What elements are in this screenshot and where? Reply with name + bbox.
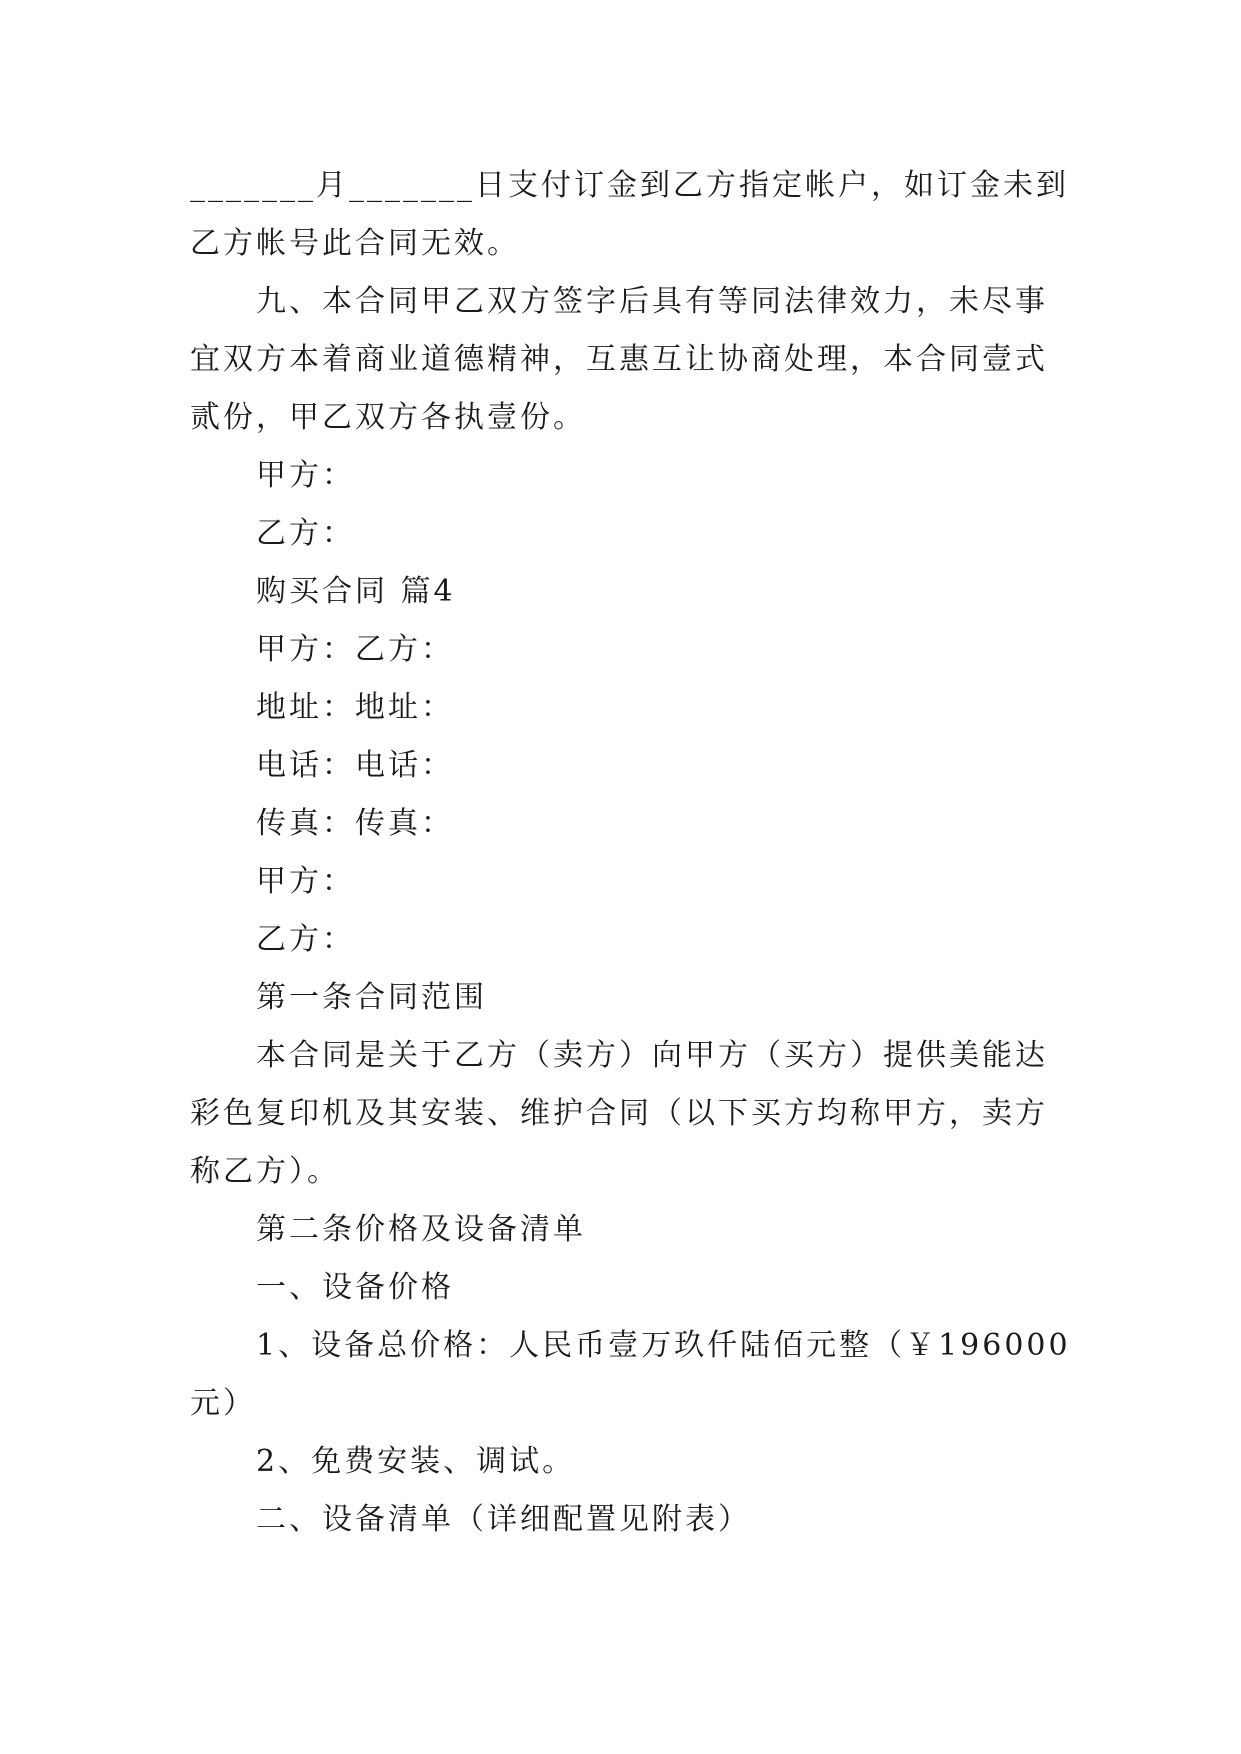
- party-fax: 传真：传真：: [256, 806, 454, 841]
- article-one-heading: 第一条合同范围: [256, 980, 487, 1015]
- text-line: 贰份，甲乙双方各执壹份。: [190, 400, 586, 435]
- text-line: 宜双方本着商业道德精神，互惠互让协商处理，本合同壹式: [190, 342, 1048, 377]
- text-line: 乙方帐号此合同无效。: [190, 226, 520, 261]
- party-address: 地址：地址：: [256, 690, 454, 725]
- party-b-signature: 乙方：: [256, 516, 355, 551]
- section-title: 购买合同 篇4: [256, 574, 456, 609]
- party-phone: 电话：电话：: [256, 748, 454, 783]
- party-a-label: 甲方：: [256, 864, 355, 899]
- text-line: 称乙方）。: [190, 1154, 340, 1189]
- installation-note: 2、免费安装、调试。: [256, 1444, 576, 1479]
- document-body: [190, 157, 1071, 1549]
- text-line: _______月_______日支付订金到乙方指定帐户，如订金未到: [190, 168, 1069, 203]
- article-two-heading: 第二条价格及设备清单: [256, 1212, 586, 1247]
- party-names: 甲方：乙方：: [256, 632, 454, 667]
- party-b-label: 乙方：: [256, 922, 355, 957]
- text-line: 元）: [190, 1386, 256, 1421]
- clause-nine: 九、本合同甲乙双方签字后具有等同法律效力，未尽事: [256, 284, 1048, 319]
- text-line: 彩色复印机及其安装、维护合同（以下买方均称甲方，卖方: [190, 1096, 1048, 1131]
- equipment-list-heading: 二、设备清单（详细配置见附表）: [256, 1502, 751, 1537]
- text-line: 本合同是关于乙方（卖方）向甲方（买方）提供美能达: [256, 1038, 1048, 1073]
- total-price: 1、设备总价格：人民币壹万玖仟陆佰元整（￥196000: [256, 1328, 1071, 1363]
- party-a-signature: 甲方：: [256, 458, 355, 493]
- equipment-price-heading: 一、设备价格: [256, 1270, 454, 1305]
